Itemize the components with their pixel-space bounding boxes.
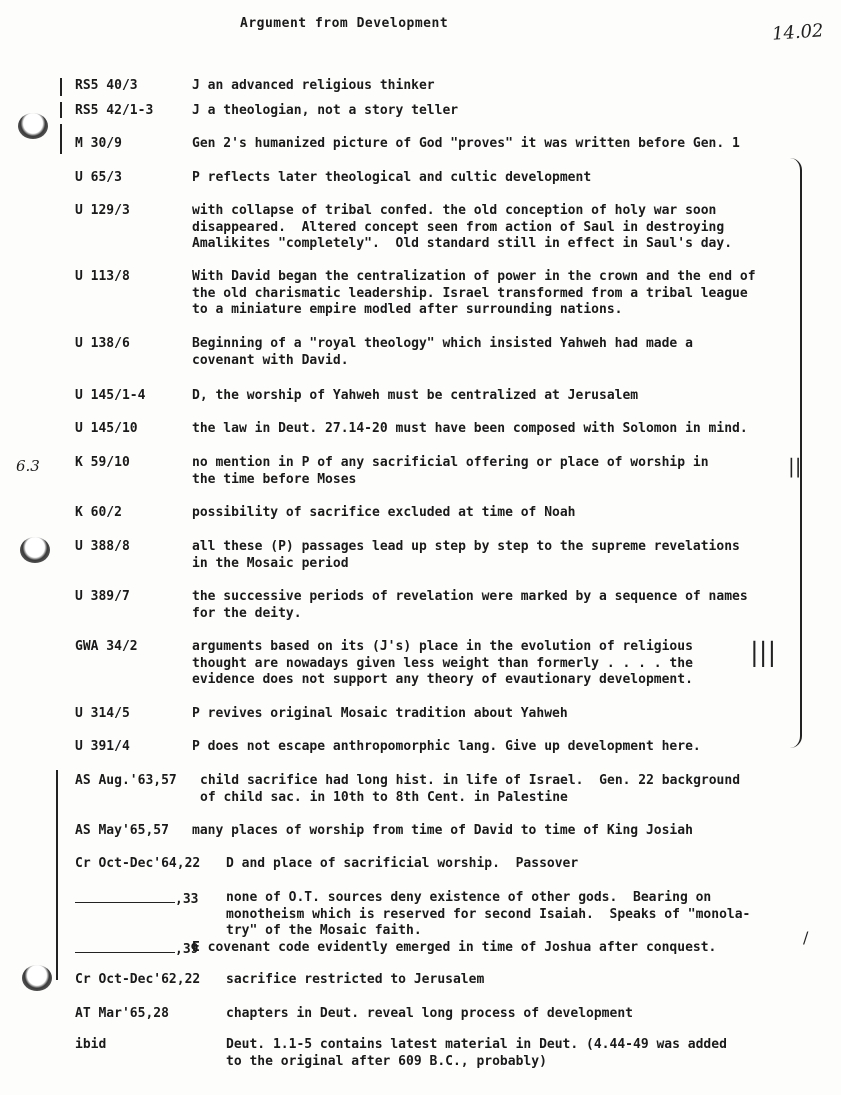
- entry-ref: AS Aug.'63,57: [75, 773, 177, 788]
- entry-ref: U 389/7: [75, 589, 130, 604]
- entry-ref: U 113/8: [75, 269, 130, 284]
- entry-text: With David began the centralization of power in the crown and the end of the old charismatic leadership. Israel transformed from a tribal league to a miniature empire modled after surrounding nations.: [192, 269, 756, 317]
- entry-ref: U 391/4: [75, 739, 130, 754]
- entry-text: arguments based on its (J's) place in the evolution of religious thought are nowadays given less weight than formerly . . . . the evidence does not support any theory of evautionary development.: [192, 639, 693, 687]
- entry-text: the successive periods of revelation were marked by a sequence of names for the deity.: [192, 589, 748, 621]
- entry-ref: U 314/5: [75, 706, 130, 721]
- entry-ref: Cr Oct-Dec'64,22: [75, 856, 201, 871]
- entry-ref: U 145/1-4: [75, 388, 146, 403]
- entry-ref: U 388/8: [75, 539, 130, 554]
- entry-text: E covenant code evidently emerged in time of Joshua after conquest.: [192, 940, 717, 955]
- entry-text: D, the worship of Yahweh must be centralized at Jerusalem: [192, 388, 639, 403]
- entry-text: P revives original Mosaic tradition about Yahweh: [192, 706, 568, 721]
- entry-ref: Cr Oct-Dec'62,22: [75, 972, 201, 987]
- entry-text: Beginning of a "royal theology" which insisted Yahweh had made a covenant with David.: [192, 336, 693, 368]
- entry-ref: ,39: [175, 942, 199, 957]
- entry-text: J an advanced religious thinker: [192, 78, 435, 93]
- margin-mark: [60, 124, 62, 154]
- margin-note: 6.3: [16, 457, 40, 475]
- entry-text: all these (P) passages lead up step by step to the supreme revelations in the Mosaic period: [192, 539, 740, 571]
- entry-ref: ,33: [175, 892, 199, 907]
- entry-text: Deut. 1.1-5 contains latest material in Deut. (4.44-49 was added to the original after 609 B.C., probably): [226, 1037, 727, 1069]
- blank-line: [75, 890, 175, 903]
- page-title: Argument from Development: [240, 16, 449, 31]
- entry-ref: AS May'65,57: [75, 823, 169, 838]
- entry-ref: AT Mar'65,28: [75, 1006, 169, 1021]
- entry-ref: RS5 40/3: [75, 78, 138, 93]
- punch-hole-icon: [22, 965, 52, 991]
- entry-text: P reflects later theological and cultic development: [192, 170, 592, 185]
- check-mark: /: [803, 928, 809, 947]
- entry-text: sacrifice restricted to Jerusalem: [226, 972, 485, 987]
- entry-text: many places of worship from time of David to time of King Josiah: [192, 823, 693, 838]
- entry-text: no mention in P of any sacrificial offering or place of worship in the time before Moses: [192, 455, 709, 487]
- left-bracket: [56, 770, 68, 980]
- entry-ref: U 65/3: [75, 170, 122, 185]
- entry-ref: K 60/2: [75, 505, 122, 520]
- margin-mark: [60, 78, 62, 96]
- entry-text: with collapse of tribal confed. the old conception of holy war soon disappeared. Altered concept seen from action of Saul in destroying Amalikites "completely". Old standard still in effect in Saul's day.: [192, 203, 733, 251]
- entry-text: J a theologian, not a story teller: [192, 103, 459, 118]
- entry-ref-blank: [75, 890, 198, 909]
- entry-text: possibility of sacrifice excluded at time of Noah: [192, 505, 576, 520]
- blank-line: [75, 940, 175, 953]
- entry-ref: U 129/3: [75, 203, 130, 218]
- entry-ref: U 145/10: [75, 421, 138, 436]
- entry-text: P does not escape anthropomorphic lang. Give up development here.: [192, 739, 701, 754]
- double-tick-mark: ||: [788, 454, 802, 478]
- entry-ref-blank: [75, 940, 198, 959]
- punch-hole-icon: [18, 113, 48, 139]
- entry-text: none of O.T. sources deny existence of other gods. Bearing on monotheism which is reserved for second Isaiah. Speaks of "monola- try" of the Mosaic faith.: [226, 890, 751, 938]
- entry-ref: K 59/10: [75, 455, 130, 470]
- punch-hole-icon: [20, 537, 50, 563]
- entry-ref: RS5 42/1-3: [75, 103, 154, 118]
- entry-text: child sacrifice had long hist. in life of Israel. Gen. 22 background of child sac. in 10th to 8th Cent. in Palestine: [200, 773, 741, 805]
- margin-mark: [60, 102, 62, 118]
- entry-text: Gen 2's humanized picture of God "proves" it was written before Gen. 1: [192, 136, 740, 151]
- right-bracket: [790, 158, 802, 748]
- entry-text: the law in Deut. 27.14-20 must have been composed with Solomon in mind.: [192, 421, 748, 436]
- entry-text: chapters in Deut. reveal long process of development: [226, 1006, 633, 1021]
- entry-text: D and place of sacrificial worship. Passover: [226, 856, 579, 871]
- entry-ref: GWA 34/2: [75, 639, 138, 654]
- entry-ref: M 30/9: [75, 136, 122, 151]
- triple-tick-mark: |||: [750, 638, 777, 668]
- page-number: 14.02: [771, 20, 825, 45]
- entry-ref: U 138/6: [75, 336, 130, 351]
- entry-ref: ibid: [75, 1037, 107, 1052]
